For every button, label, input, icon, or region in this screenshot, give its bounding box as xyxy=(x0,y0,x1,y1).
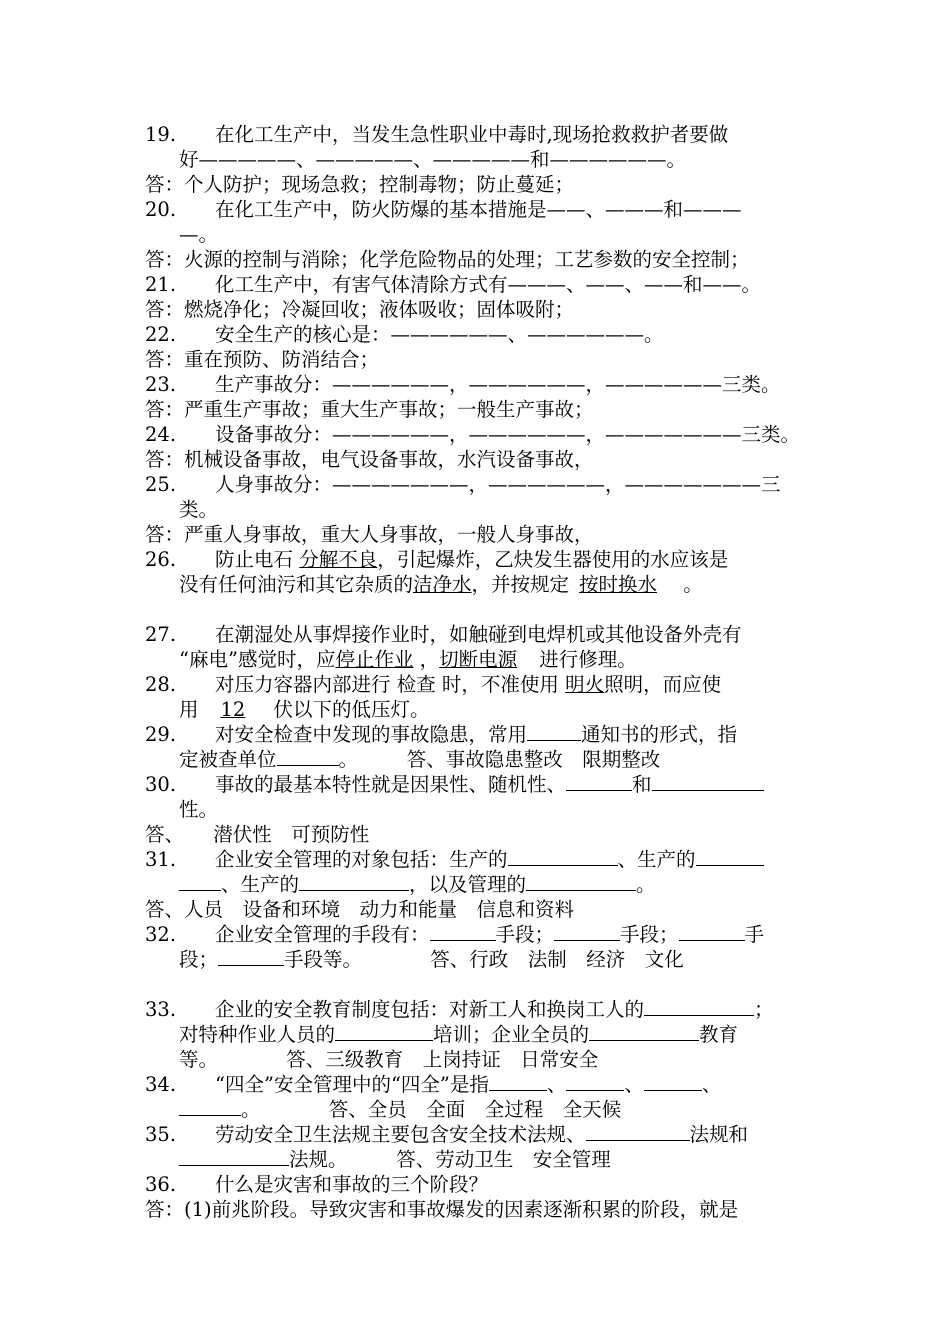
q28-text: 照明，而应使 xyxy=(604,673,722,696)
q32-text: 32. 企业安全管理的手段有： xyxy=(145,923,430,946)
q28-text: 伏以下的低压灯。 xyxy=(267,698,430,721)
q33-text: 教育 xyxy=(699,1023,739,1046)
q27-text: ， xyxy=(413,648,440,671)
q24-answer: 答：机械设备事故，电气设备事故，水汽设备事故， xyxy=(145,448,594,471)
blank-underline xyxy=(218,949,284,966)
q29-answer: 。 答、事故隐患整改 限期整改 xyxy=(338,748,661,771)
blank-underline xyxy=(644,1074,702,1091)
q27-text: “麻电”感觉时，应 xyxy=(179,648,336,671)
q22-line1: 22. 安全生产的核心是：——————、——————。 xyxy=(145,323,664,346)
q27-text: 进行修理。 xyxy=(539,648,637,671)
blank-underline xyxy=(430,924,496,941)
q20-line1: 20. 在化工生产中，防火防爆的基本措施是——、———和——— xyxy=(145,198,742,221)
q32-line2 xyxy=(145,947,815,972)
q34-text: 34. “四全”安全管理中的“四全”是指 xyxy=(145,1073,489,1096)
q26-text: 没有任何油污和其它杂质的 xyxy=(179,573,414,596)
q26-fill: 按时换水 xyxy=(579,573,658,596)
q34-line1 xyxy=(145,1072,815,1097)
q23-line1: 23. 生产事故分：——————，——————，——————三类。 xyxy=(145,373,781,396)
blank-underline xyxy=(526,874,636,891)
q35-text: 35. 劳动安全卫生法规主要包含安全技术法规、 xyxy=(145,1123,586,1146)
q32-text: 手段； xyxy=(620,923,679,946)
q26-text: ，并按规定 xyxy=(471,573,570,596)
blank-underline xyxy=(335,1024,433,1041)
q28-fill: 12 xyxy=(220,698,246,721)
blank-underline xyxy=(566,774,632,791)
q27-fill: 切断电源 xyxy=(439,648,518,671)
q22-answer: 答：重在预防、防消结合； xyxy=(145,348,380,371)
q31-answer: 答、人员 设备和环境 动力和能量 信息和资料 xyxy=(145,898,575,921)
q33-text: 培训；企业全员的 xyxy=(433,1023,590,1046)
blank-underline xyxy=(554,924,620,941)
q35-text: 法规和 xyxy=(689,1123,749,1146)
q29-line2 xyxy=(145,747,815,772)
q31-line2 xyxy=(145,872,815,897)
q25-answer: 答：严重人身事故，重大人身事故，一般人身事故， xyxy=(145,523,594,546)
q34-text: 、 xyxy=(624,1073,644,1096)
q33-line2 xyxy=(145,1022,815,1047)
q32-line1 xyxy=(145,922,815,947)
q25-line2: 类。 xyxy=(179,498,219,521)
q34-answer: 。 答、全员 全面 全过程 全天候 xyxy=(241,1098,622,1121)
q20-line2: —。 xyxy=(179,223,219,246)
q20-answer: 答：火源的控制与消除；化学危险物品的处理；工艺参数的安全控制； xyxy=(145,248,750,271)
q33-text: 33. 企业的安全教育制度包括：对新工人和换岗工人的 xyxy=(145,998,645,1021)
q32-text: 段； xyxy=(179,948,219,971)
q26-line2 xyxy=(145,572,815,597)
q33-text: 对特种作业人员的 xyxy=(179,1023,336,1046)
q33-text: ； xyxy=(754,998,774,1021)
q26-text: 。 xyxy=(677,573,703,596)
q30-line2: 性。 xyxy=(179,798,219,821)
q31-text: 、生产的 xyxy=(617,848,696,871)
document-page xyxy=(145,122,815,1222)
q35-answer: 法规。 答、劳动卫生 安全管理 xyxy=(289,1148,611,1171)
q29-text: 29. 对安全检查中发现的事故隐患，常用 xyxy=(145,723,528,746)
q31-text: ，以及管理的 xyxy=(409,873,527,896)
q31-text: 。 xyxy=(636,873,656,896)
q28-fill: 明火 xyxy=(565,673,605,696)
q27-line1: 27. 在潮湿处从事焊接作业时，如触碰到电焊机或其他设备外壳有 xyxy=(145,623,742,646)
blank-underline xyxy=(566,1074,624,1091)
blank-underline xyxy=(644,999,754,1016)
q30-answer: 答、 潜伏性 可预防性 xyxy=(145,823,370,846)
q28-fill: 检查 xyxy=(396,673,436,696)
q25-line1: 25. 人身事故分：———————，——————，———————三 xyxy=(145,473,781,496)
q26-fill: 分解不良 xyxy=(299,548,378,571)
q26-text: ，引起爆炸，乙炔发生器使用的水应该是 xyxy=(377,548,729,571)
q31-line1 xyxy=(145,847,815,872)
q36-line1: 36. 什么是灾害和事故的三个阶段？ xyxy=(145,1173,489,1196)
blank-underline xyxy=(586,1124,690,1141)
q34-text: 、 xyxy=(701,1073,722,1096)
q28-text: 用 xyxy=(179,698,199,721)
q19-answer: 答：个人防护；现场急救；控制毒物；防止蔓延； xyxy=(145,173,575,196)
q30-line1 xyxy=(145,772,815,797)
q21-line1: 21. 化工生产中，有害气体清除方式有———、——、——和——。 xyxy=(145,273,762,296)
q26-fill: 洁净水 xyxy=(413,573,472,596)
blank-underline xyxy=(299,874,409,891)
blank-underline xyxy=(679,924,745,941)
blank-line xyxy=(145,972,815,997)
q29-text: 定被查单位 xyxy=(179,748,277,771)
q28-line1 xyxy=(145,672,815,697)
q30-text: 30. 事故的最基本特性就是因果性、随机性、 xyxy=(145,773,567,796)
q32-text: 手段； xyxy=(495,923,555,946)
q28-text: 时，不准使用 xyxy=(435,673,566,696)
q30-text: 和 xyxy=(632,773,652,796)
q32-text: 手 xyxy=(744,923,765,946)
q28-line2 xyxy=(145,697,815,722)
q35-line2 xyxy=(145,1147,815,1172)
blank-underline xyxy=(489,1074,547,1091)
q21-answer: 答：燃烧净化；冷凝回收；液体吸收；固体吸附； xyxy=(145,298,575,321)
blank-underline xyxy=(508,849,618,866)
q29-line1 xyxy=(145,722,815,747)
q26-text: 26. 防止电石 xyxy=(145,548,300,571)
q23-answer: 答：严重生产事故；重大生产事故；一般生产事故； xyxy=(145,398,594,421)
q36-answer: 答：(1)前兆阶段。导致灾害和事故爆发的因素逐渐积累的阶段，就是 xyxy=(145,1198,739,1221)
q32-answer: 手段等。 答、行政 法制 经济 文化 xyxy=(284,948,684,971)
q31-text: 、生产的 xyxy=(221,873,300,896)
q26-line1 xyxy=(145,547,815,572)
blank-underline xyxy=(696,849,764,866)
q27-fill: 停止作业 xyxy=(335,648,414,671)
blank-underline xyxy=(179,1149,289,1166)
q29-text: 通知书的形式，指 xyxy=(581,723,738,746)
q35-line1 xyxy=(145,1122,815,1147)
blank-line xyxy=(145,597,815,622)
q34-line2 xyxy=(145,1097,815,1122)
q19-line2: 好—————、—————、—————和——————。 xyxy=(179,148,686,171)
q34-text: 、 xyxy=(546,1073,567,1096)
q28-text: 28. 对压力容器内部进行 xyxy=(145,673,397,696)
blank-underline xyxy=(179,874,221,891)
q24-line1: 24. 设备事故分：——————，——————，———————三类。 xyxy=(145,423,801,446)
q27-line2 xyxy=(145,647,815,672)
blank-underline xyxy=(652,774,764,791)
q33-line1 xyxy=(145,997,815,1022)
blank-underline xyxy=(277,749,339,766)
blank-underline xyxy=(527,724,581,741)
q33-line3: 等。 答、三级教育 上岗持证 日常安全 xyxy=(179,1048,599,1071)
q31-text: 31. 企业安全管理的对象包括：生产的 xyxy=(145,848,508,871)
blank-underline xyxy=(589,1024,699,1041)
q19-line1: 19. 在化工生产中，当发生急性职业中毒时,现场抢救救护者要做 xyxy=(145,123,729,146)
blank-underline xyxy=(179,1099,241,1116)
